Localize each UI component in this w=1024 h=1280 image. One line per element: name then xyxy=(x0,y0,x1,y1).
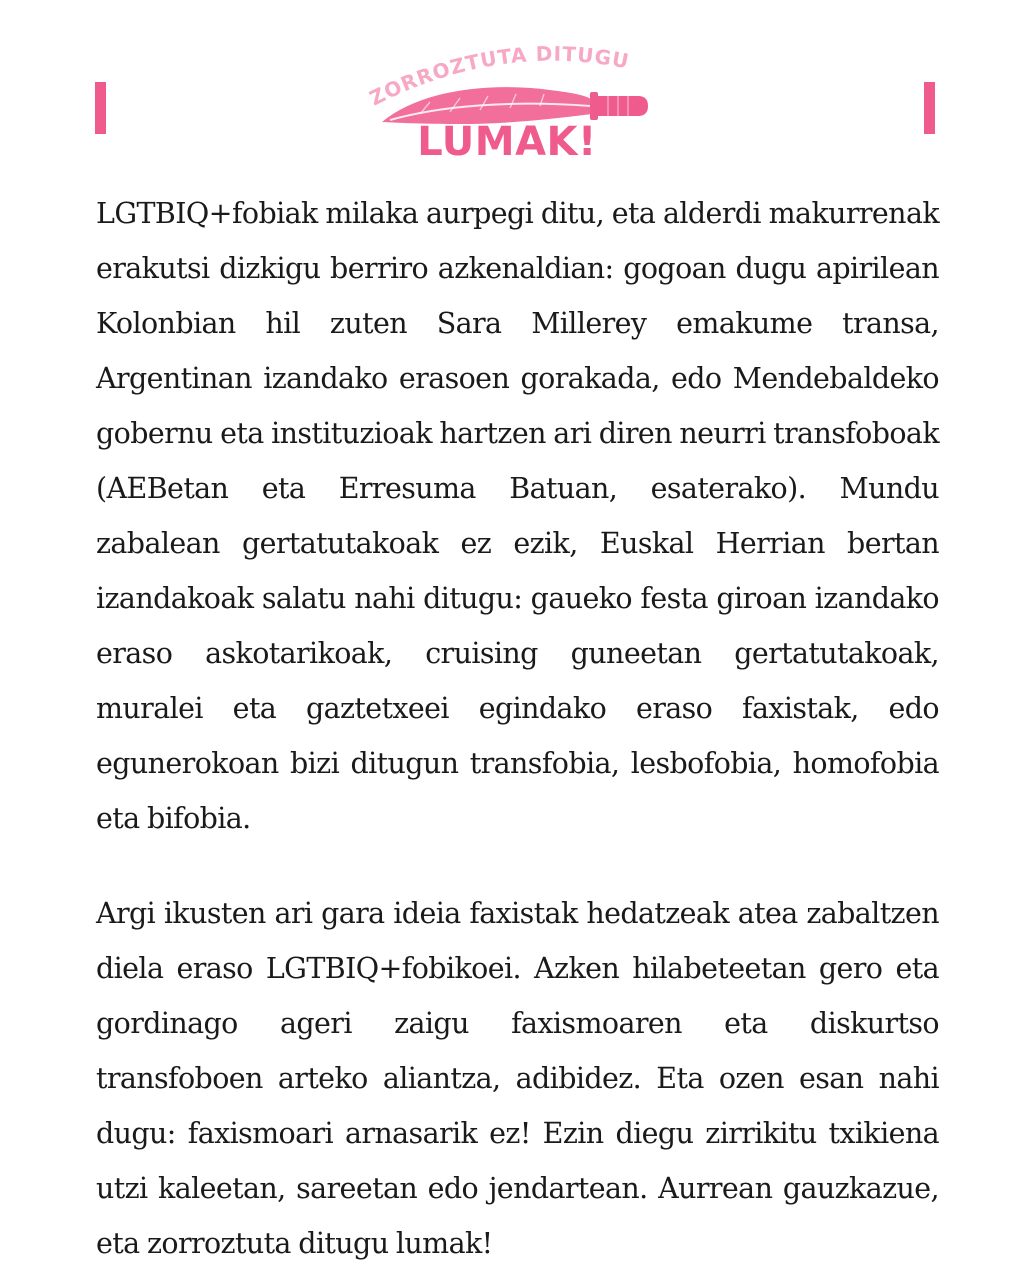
paragraph-2: Argi ikusten ari gara ideia faxistak hedatzeak atea zabaltzen diela eraso LGTBIQ+fobikoei. Azken hilabeteetan gero eta gordinago ageri zaigu faxismoaren eta diskurtso transfoboen arteko aliantza, adibidez. Eta ozen esan nahi dugu: faxismoari arnasarik ez! Ezin diegu zirrikitu txikiena utzi kaleetan, sareetan edo jendartean. Aurrean gauzkazue, eta zorroztuta ditugu lumak! xyxy=(96,897,939,1260)
paragraph-1: LGTBIQ+fobiak milaka aurpegi ditu, eta alderdi makurrenak erakutsi dizkigu berriro azkenaldian: gogoan dugu apirilean Kolonbian hil zuten Sara Millerey emakume transa, Argentinan izandako erasoen gorakada, edo Mendebaldeko gobernu eta instituzioak hartzen ari diren neurri transfoboak (AEBetan eta Erresuma Batuan, esaterako). Mundu zabalean gertatutakoak ez ezik, Euskal Herrian bertan izandakoak salatu nahi ditugu: gaueko festa giroan izandako eraso askotarikoak, cruising guneetan gertatutakoak, muralei eta gaztetxeei egindako eraso faxistak, edo egunerokoan bizi ditugun transfobia, lesbofobia, homofobia eta bifobia. xyxy=(96,197,939,835)
logo-main-text: LUMAK! xyxy=(417,119,597,164)
left-accent-bar xyxy=(95,82,106,134)
article-body xyxy=(96,186,939,1271)
right-accent-bar xyxy=(924,82,935,134)
lumak-logo xyxy=(360,44,660,164)
logo-top-text: ZORROZTUTA DITUGU xyxy=(365,44,632,111)
